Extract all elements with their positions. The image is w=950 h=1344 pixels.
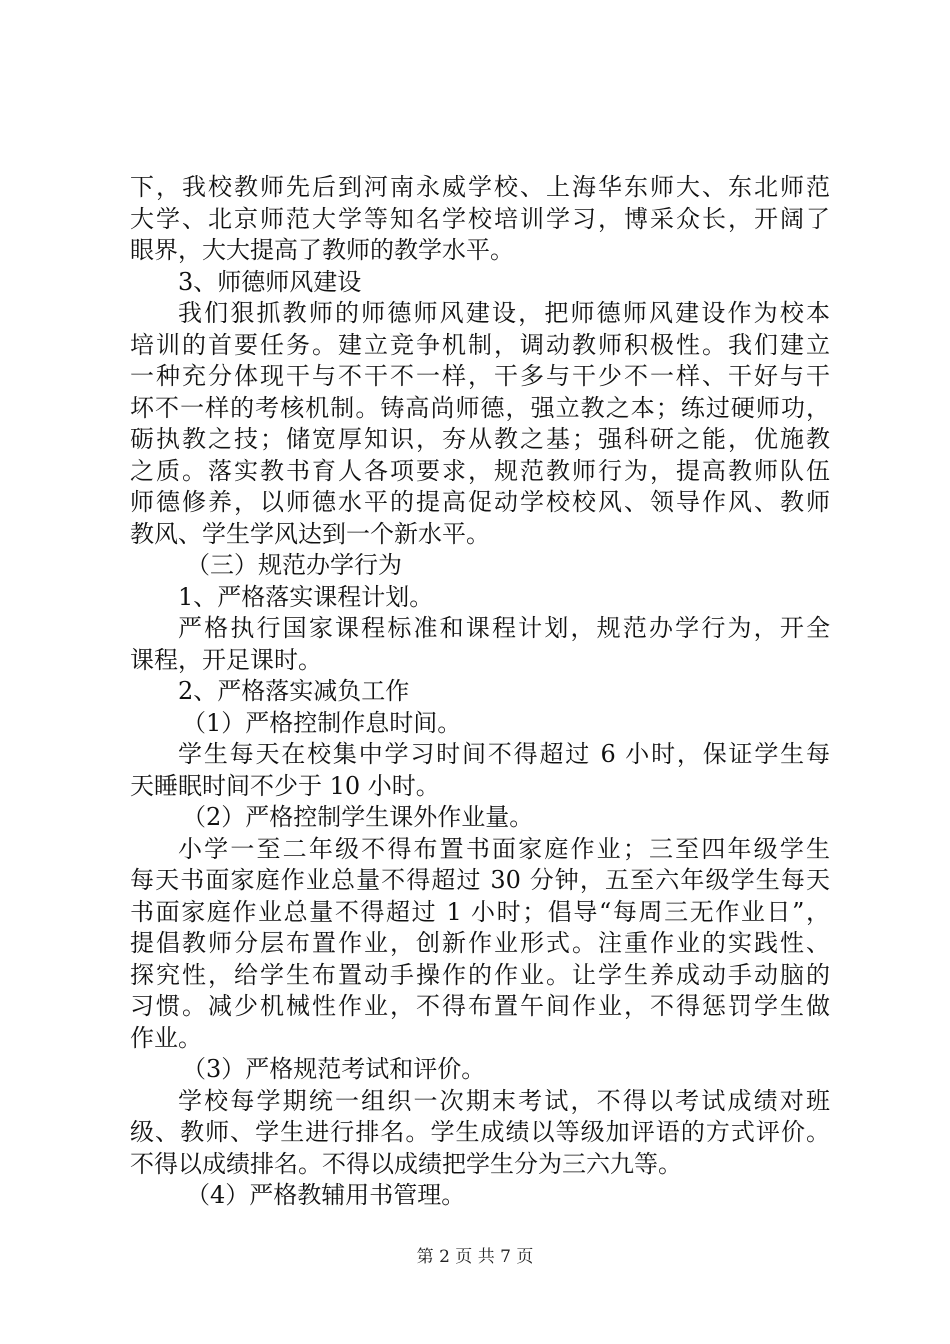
- text-line: 眼界，大大提高了教师的教学水平。: [130, 236, 514, 264]
- text-line: 砺执教之技；储宽厚知识，夯从教之基；强科研之能，优施教: [130, 425, 830, 453]
- text-line: 学生每天在校集中学习时间不得超过 6 小时，保证学生每: [178, 740, 830, 768]
- subsection-heading: 1、严格落实课程计划。: [178, 582, 434, 611]
- text-line: 级、教师、学生进行排名。学生成绩以等级加评语的方式评价。: [130, 1118, 830, 1146]
- text-line: 教风、学生学风达到一个新水平。: [130, 519, 490, 548]
- text-line: 学校每学期统一组织一次期末考试，不得以考试成绩对班: [178, 1086, 830, 1115]
- text-line: 每天书面家庭作业总量不得超过 30 分钟，五至六年级学生每天: [130, 866, 830, 894]
- item-heading: （4）严格教辅用书管理。: [186, 1181, 466, 1209]
- text-line: 一种充分体现干与不干不一样，干多与干少不一样、干好与干: [130, 362, 830, 390]
- text-line: 提倡教师分层布置作业，创新作业形式。注重作业的实践性、: [130, 929, 830, 957]
- text-line: 坏不一样的考核机制。铸高尚师德，强立教之本；练过硬师功，: [130, 393, 830, 422]
- item-heading: （2）严格控制学生课外作业量。: [182, 803, 534, 831]
- section-heading: 3、师德师风建设: [178, 267, 362, 296]
- text-line: 探究性，给学生布置动手操作的作业。让学生养成动手动脑的: [130, 960, 830, 989]
- text-line: 书面家庭作业总量不得超过 1 小时；倡导“每周三无作业日”，: [130, 897, 830, 926]
- page-number-footer: 第 2 页 共 7 页: [416, 1247, 534, 1267]
- text-line: 不得以成绩排名。不得以成绩把学生分为三六九等。: [130, 1149, 682, 1178]
- text-line: 下，我校教师先后到河南永威学校、上海华东师大、东北师范: [130, 173, 830, 201]
- text-line: 培训的首要任务。建立竞争机制，调动教师积极性。我们建立: [130, 330, 830, 359]
- text-line: 习惯。减少机械性作业，不得布置午间作业，不得惩罚学生做: [130, 992, 830, 1020]
- text-line: 小学一至二年级不得布置书面家庭作业；三至四年级学生: [178, 834, 830, 863]
- section-heading: （三）规范办学行为: [186, 551, 402, 579]
- item-heading: （1）严格控制作息时间。: [182, 708, 462, 737]
- text-line: 天睡眠时间不少于 10 小时。: [130, 771, 440, 800]
- text-line: 师德修养，以师德水平的提高促动学校校风、领导作风、教师: [130, 488, 830, 516]
- text-line: 课程，开足课时。: [130, 645, 322, 674]
- text-line: 大学、北京师范大学等知名学校培训学习，博采众长，开阔了: [130, 204, 830, 233]
- text-line: 之质。落实教书育人各项要求，规范教师行为，提高教师队伍: [130, 456, 830, 485]
- document-body: [130, 172, 830, 1212]
- subsection-heading: 2、严格落实减负工作: [178, 677, 410, 705]
- item-heading: （3）严格规范考试和评价。: [182, 1055, 486, 1083]
- text-line: 作业。: [130, 1023, 202, 1052]
- text-line: 严格执行国家课程标准和课程计划，规范办学行为，开全: [178, 614, 830, 642]
- text-line: 我们狠抓教师的师德师风建设，把师德师风建设作为校本: [178, 299, 830, 327]
